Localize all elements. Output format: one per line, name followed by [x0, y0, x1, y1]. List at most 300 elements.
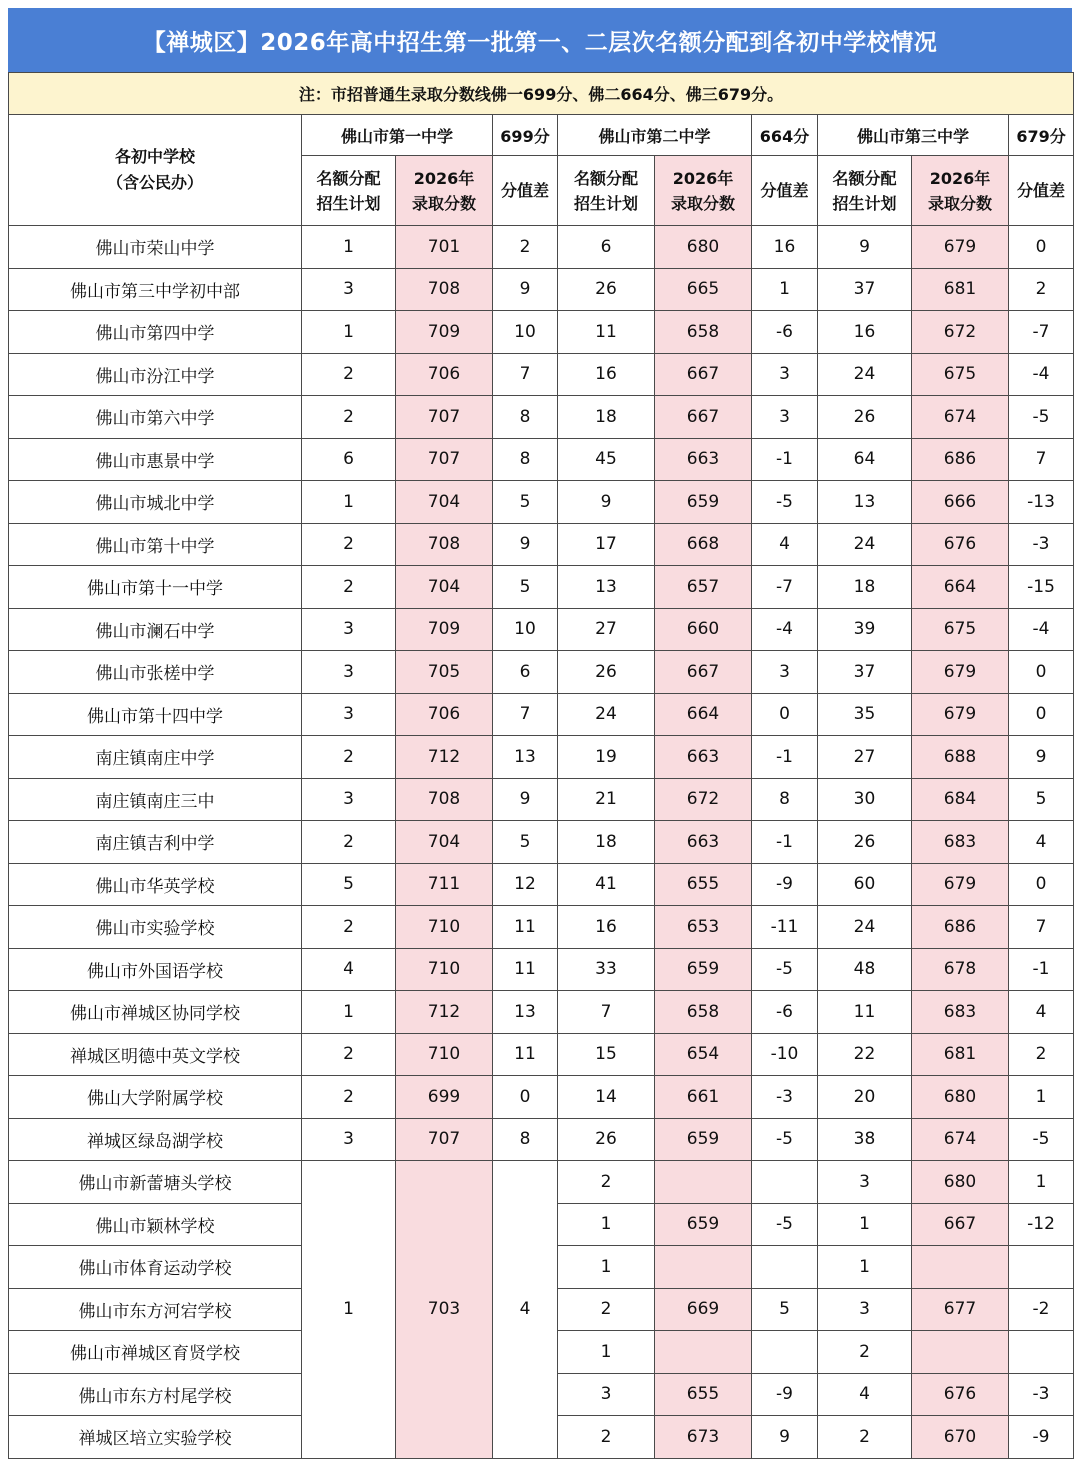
fs2-diff: -3 — [752, 1076, 818, 1119]
school-name: 佛山市城北中学 — [9, 481, 302, 524]
fs2-score: 659 — [655, 1203, 752, 1246]
fs2-score: 659 — [655, 948, 752, 991]
fs2-plan: 17 — [558, 523, 655, 566]
fs2-plan: 2 — [558, 1416, 655, 1459]
group-score-fs2: 664分 — [752, 115, 818, 156]
fs1-plan: 2 — [302, 396, 396, 439]
fs1-score: 707 — [396, 1118, 493, 1161]
fs2-score: 669 — [655, 1288, 752, 1331]
fs1-plan: 3 — [302, 1118, 396, 1161]
fs3-diff — [1009, 1246, 1074, 1289]
subheader-plan: 名额分配 招生计划 — [818, 156, 912, 226]
school-name: 佛山市第六中学 — [9, 396, 302, 439]
table-row — [9, 1033, 1074, 1076]
fs1-diff: 11 — [493, 906, 558, 949]
school-name: 佛山市第十一中学 — [9, 566, 302, 609]
fs2-score — [655, 1331, 752, 1374]
fs1-plan: 6 — [302, 438, 396, 481]
fs1-score: 704 — [396, 481, 493, 524]
fs1-plan: 3 — [302, 778, 396, 821]
fs2-score: 659 — [655, 1118, 752, 1161]
fs3-plan: 37 — [818, 651, 912, 694]
fs2-diff: 1 — [752, 268, 818, 311]
fs2-plan: 16 — [558, 906, 655, 949]
school-name: 佛山市华英学校 — [9, 863, 302, 906]
school-name: 佛山市第十四中学 — [9, 693, 302, 736]
fs1-score: 709 — [396, 608, 493, 651]
fs3-score: 679 — [912, 693, 1009, 736]
fs1-plan: 2 — [302, 821, 396, 864]
fs2-diff: -4 — [752, 608, 818, 651]
fs2-plan: 14 — [558, 1076, 655, 1119]
school-name: 禅城区培立实验学校 — [9, 1416, 302, 1459]
fs1-plan: 5 — [302, 863, 396, 906]
fs1-diff: 9 — [493, 268, 558, 311]
fs1-plan: 1 — [302, 1161, 396, 1459]
fs1-score: 699 — [396, 1076, 493, 1119]
fs2-diff: 3 — [752, 396, 818, 439]
fs2-score: 658 — [655, 311, 752, 354]
school-name: 佛山市禅城区育贤学校 — [9, 1331, 302, 1374]
fs3-plan: 37 — [818, 268, 912, 311]
table-row — [9, 523, 1074, 566]
fs1-plan: 1 — [302, 481, 396, 524]
group-header-fs3: 佛山市第三中学 — [818, 115, 1009, 156]
fs2-score: 655 — [655, 1373, 752, 1416]
fs3-plan: 20 — [818, 1076, 912, 1119]
fs2-plan: 19 — [558, 736, 655, 779]
score-note: 注：市招普通生录取分数线佛一699分、佛二664分、佛三679分。 — [9, 73, 1074, 115]
fs1-diff: 10 — [493, 311, 558, 354]
fs3-plan: 27 — [818, 736, 912, 779]
fs3-plan: 11 — [818, 991, 912, 1034]
school-name: 佛山市实验学校 — [9, 906, 302, 949]
fs3-score: 680 — [912, 1161, 1009, 1204]
fs2-plan: 27 — [558, 608, 655, 651]
fs3-plan: 38 — [818, 1118, 912, 1161]
fs3-diff: -12 — [1009, 1203, 1074, 1246]
fs2-diff: -10 — [752, 1033, 818, 1076]
fs1-diff: 6 — [493, 651, 558, 694]
fs1-diff: 11 — [493, 948, 558, 991]
fs3-score: 670 — [912, 1416, 1009, 1459]
school-name: 佛山市第四中学 — [9, 311, 302, 354]
subheader-score: 2026年 录取分数 — [912, 156, 1009, 226]
fs2-plan: 1 — [558, 1203, 655, 1246]
fs3-plan: 2 — [818, 1331, 912, 1374]
fs2-score: 655 — [655, 863, 752, 906]
school-name: 禅城区明德中英文学校 — [9, 1033, 302, 1076]
fs1-plan: 3 — [302, 693, 396, 736]
fs2-plan: 13 — [558, 566, 655, 609]
fs1-score: 706 — [396, 353, 493, 396]
fs1-plan: 4 — [302, 948, 396, 991]
fs1-score: 712 — [396, 736, 493, 779]
fs1-score: 710 — [396, 906, 493, 949]
fs3-diff — [1009, 1331, 1074, 1374]
fs1-plan: 1 — [302, 226, 396, 269]
fs3-plan: 24 — [818, 523, 912, 566]
subheader-plan: 名额分配 招生计划 — [302, 156, 396, 226]
subheader-diff: 分值差 — [1009, 156, 1074, 226]
fs3-plan: 3 — [818, 1288, 912, 1331]
fs2-plan: 15 — [558, 1033, 655, 1076]
fs3-score: 679 — [912, 863, 1009, 906]
fs1-score: 701 — [396, 226, 493, 269]
fs2-diff: -6 — [752, 311, 818, 354]
fs2-diff: 8 — [752, 778, 818, 821]
fs3-plan: 24 — [818, 353, 912, 396]
fs3-diff: -5 — [1009, 396, 1074, 439]
fs2-score: 668 — [655, 523, 752, 566]
fs3-plan: 2 — [818, 1416, 912, 1459]
subheader-score: 2026年 录取分数 — [396, 156, 493, 226]
fs2-plan: 9 — [558, 481, 655, 524]
fs1-plan: 2 — [302, 1076, 396, 1119]
fs2-score: 660 — [655, 608, 752, 651]
fs3-plan: 1 — [818, 1203, 912, 1246]
group-header-fs1: 佛山市第一中学 — [302, 115, 493, 156]
fs3-diff: 1 — [1009, 1161, 1074, 1204]
fs1-score: 708 — [396, 778, 493, 821]
table-row — [9, 353, 1074, 396]
page-title: 【禅城区】2026年高中招生第一批第一、二层次名额分配到各初中学校情况 — [8, 8, 1072, 72]
school-name: 南庄镇南庄中学 — [9, 736, 302, 779]
fs3-score: 683 — [912, 991, 1009, 1034]
fs2-diff: -1 — [752, 438, 818, 481]
fs2-diff: 9 — [752, 1416, 818, 1459]
table-row — [9, 396, 1074, 439]
fs3-score: 686 — [912, 906, 1009, 949]
fs3-score: 680 — [912, 1076, 1009, 1119]
fs3-score: 683 — [912, 821, 1009, 864]
table-row — [9, 311, 1074, 354]
fs3-diff: 2 — [1009, 1033, 1074, 1076]
fs2-diff: -9 — [752, 863, 818, 906]
fs1-diff: 5 — [493, 566, 558, 609]
fs3-diff: -5 — [1009, 1118, 1074, 1161]
fs1-diff: 9 — [493, 523, 558, 566]
fs3-score: 666 — [912, 481, 1009, 524]
fs2-diff — [752, 1246, 818, 1289]
school-name: 佛山市第十中学 — [9, 523, 302, 566]
fs2-plan: 26 — [558, 268, 655, 311]
fs3-diff: -4 — [1009, 608, 1074, 651]
fs2-plan: 33 — [558, 948, 655, 991]
fs3-plan: 48 — [818, 948, 912, 991]
school-name: 佛山市第三中学初中部 — [9, 268, 302, 311]
fs2-diff: -9 — [752, 1373, 818, 1416]
fs3-diff: -3 — [1009, 523, 1074, 566]
table-row — [9, 906, 1074, 949]
fs3-diff: -15 — [1009, 566, 1074, 609]
fs3-plan: 1 — [818, 1246, 912, 1289]
fs2-score: 661 — [655, 1076, 752, 1119]
fs3-score: 677 — [912, 1288, 1009, 1331]
group-score-fs1: 699分 — [493, 115, 558, 156]
table-row — [9, 566, 1074, 609]
fs2-diff: 16 — [752, 226, 818, 269]
fs2-diff: -6 — [752, 991, 818, 1034]
fs2-diff: -7 — [752, 566, 818, 609]
fs3-plan: 39 — [818, 608, 912, 651]
fs1-score: 704 — [396, 566, 493, 609]
school-column-header: 各初中学校 （含公民办） — [9, 115, 302, 226]
fs2-score: 663 — [655, 438, 752, 481]
subheader-plan: 名额分配 招生计划 — [558, 156, 655, 226]
fs2-score: 658 — [655, 991, 752, 1034]
fs1-diff: 13 — [493, 991, 558, 1034]
school-name: 佛山市新蕾塘头学校 — [9, 1161, 302, 1204]
fs3-diff: -3 — [1009, 1373, 1074, 1416]
fs1-diff: 13 — [493, 736, 558, 779]
fs1-diff: 2 — [493, 226, 558, 269]
fs1-score: 709 — [396, 311, 493, 354]
fs3-score: 684 — [912, 778, 1009, 821]
table-row — [9, 693, 1074, 736]
table-row — [9, 778, 1074, 821]
fs3-score: 676 — [912, 523, 1009, 566]
fs3-score: 679 — [912, 226, 1009, 269]
fs1-diff: 8 — [493, 1118, 558, 1161]
fs2-score — [655, 1161, 752, 1204]
fs2-score: 664 — [655, 693, 752, 736]
fs2-diff: 3 — [752, 651, 818, 694]
fs3-score: 679 — [912, 651, 1009, 694]
fs2-diff: 5 — [752, 1288, 818, 1331]
fs2-plan: 24 — [558, 693, 655, 736]
fs3-diff: 0 — [1009, 693, 1074, 736]
fs3-score: 676 — [912, 1373, 1009, 1416]
fs2-score: 659 — [655, 481, 752, 524]
fs1-plan: 1 — [302, 991, 396, 1034]
fs3-score: 678 — [912, 948, 1009, 991]
table-row — [9, 948, 1074, 991]
fs3-score: 686 — [912, 438, 1009, 481]
fs2-score: 663 — [655, 821, 752, 864]
fs2-score: 667 — [655, 396, 752, 439]
fs3-plan: 30 — [818, 778, 912, 821]
table-row — [9, 736, 1074, 779]
fs3-score: 675 — [912, 608, 1009, 651]
fs3-diff: -9 — [1009, 1416, 1074, 1459]
fs3-diff: -7 — [1009, 311, 1074, 354]
fs2-score: 665 — [655, 268, 752, 311]
fs2-score: 680 — [655, 226, 752, 269]
table-row — [9, 226, 1074, 269]
subheader-diff: 分值差 — [752, 156, 818, 226]
table-row — [9, 1118, 1074, 1161]
school-name: 佛山市张槎中学 — [9, 651, 302, 694]
fs1-plan: 3 — [302, 651, 396, 694]
table-row — [9, 991, 1074, 1034]
fs1-diff: 0 — [493, 1076, 558, 1119]
fs2-diff: -11 — [752, 906, 818, 949]
fs3-diff: 9 — [1009, 736, 1074, 779]
table-row — [9, 1076, 1074, 1119]
fs3-plan: 18 — [818, 566, 912, 609]
fs2-plan: 2 — [558, 1161, 655, 1204]
fs2-score: 667 — [655, 353, 752, 396]
group-header-fs2: 佛山市第二中学 — [558, 115, 752, 156]
fs3-plan: 16 — [818, 311, 912, 354]
fs3-diff: 5 — [1009, 778, 1074, 821]
fs2-diff: -5 — [752, 948, 818, 991]
fs2-score: 672 — [655, 778, 752, 821]
fs3-score: 681 — [912, 268, 1009, 311]
school-name: 佛山市荣山中学 — [9, 226, 302, 269]
fs1-diff: 7 — [493, 353, 558, 396]
fs3-diff: -2 — [1009, 1288, 1074, 1331]
fs2-plan: 6 — [558, 226, 655, 269]
fs1-score: 705 — [396, 651, 493, 694]
fs3-diff: 0 — [1009, 651, 1074, 694]
fs2-plan: 1 — [558, 1246, 655, 1289]
fs2-score: 663 — [655, 736, 752, 779]
fs1-score: 708 — [396, 268, 493, 311]
fs1-plan: 3 — [302, 268, 396, 311]
fs3-diff: 0 — [1009, 863, 1074, 906]
fs1-plan: 2 — [302, 906, 396, 949]
fs2-diff: -5 — [752, 1118, 818, 1161]
fs2-plan: 11 — [558, 311, 655, 354]
fs2-score: 654 — [655, 1033, 752, 1076]
quota-table — [8, 72, 1074, 1459]
table-row — [9, 651, 1074, 694]
fs1-plan: 1 — [302, 311, 396, 354]
school-name: 佛山市澜石中学 — [9, 608, 302, 651]
fs1-diff: 12 — [493, 863, 558, 906]
fs3-diff: 4 — [1009, 821, 1074, 864]
school-name: 佛山市惠景中学 — [9, 438, 302, 481]
school-name: 佛山市禅城区协同学校 — [9, 991, 302, 1034]
fs2-diff — [752, 1161, 818, 1204]
fs2-plan: 18 — [558, 821, 655, 864]
fs1-diff: 4 — [493, 1161, 558, 1459]
fs2-diff: 3 — [752, 353, 818, 396]
subheader-diff: 分值差 — [493, 156, 558, 226]
fs2-diff: 4 — [752, 523, 818, 566]
fs2-diff: -5 — [752, 481, 818, 524]
fs3-score — [912, 1331, 1009, 1374]
fs1-diff: 9 — [493, 778, 558, 821]
fs3-plan: 60 — [818, 863, 912, 906]
fs1-score: 712 — [396, 991, 493, 1034]
fs3-plan: 24 — [818, 906, 912, 949]
fs1-score: 711 — [396, 863, 493, 906]
fs1-score: 710 — [396, 948, 493, 991]
fs3-diff: 1 — [1009, 1076, 1074, 1119]
fs3-plan: 9 — [818, 226, 912, 269]
fs1-score: 707 — [396, 438, 493, 481]
fs3-score: 688 — [912, 736, 1009, 779]
fs2-diff: -1 — [752, 821, 818, 864]
fs2-score — [655, 1246, 752, 1289]
table-row — [9, 268, 1074, 311]
fs1-diff: 11 — [493, 1033, 558, 1076]
table-row — [9, 821, 1074, 864]
school-name: 佛山市颖林学校 — [9, 1203, 302, 1246]
fs1-score: 707 — [396, 396, 493, 439]
fs3-plan: 4 — [818, 1373, 912, 1416]
school-name: 禅城区绿岛湖学校 — [9, 1118, 302, 1161]
fs1-diff: 10 — [493, 608, 558, 651]
fs2-diff: 0 — [752, 693, 818, 736]
fs3-plan: 22 — [818, 1033, 912, 1076]
fs1-score: 708 — [396, 523, 493, 566]
fs3-diff: -1 — [1009, 948, 1074, 991]
fs2-plan: 3 — [558, 1373, 655, 1416]
fs3-diff: -13 — [1009, 481, 1074, 524]
fs3-diff: 7 — [1009, 438, 1074, 481]
fs1-score: 706 — [396, 693, 493, 736]
fs1-score: 703 — [396, 1161, 493, 1459]
fs1-diff: 5 — [493, 481, 558, 524]
fs3-score: 681 — [912, 1033, 1009, 1076]
fs1-plan: 2 — [302, 736, 396, 779]
fs2-plan: 26 — [558, 1118, 655, 1161]
fs3-diff: 7 — [1009, 906, 1074, 949]
fs3-plan: 3 — [818, 1161, 912, 1204]
table-row — [9, 1161, 1074, 1204]
school-name: 佛山大学附属学校 — [9, 1076, 302, 1119]
fs3-plan: 13 — [818, 481, 912, 524]
fs3-diff: 2 — [1009, 268, 1074, 311]
fs3-score: 664 — [912, 566, 1009, 609]
fs3-score: 667 — [912, 1203, 1009, 1246]
school-name: 佛山市东方村尾学校 — [9, 1373, 302, 1416]
fs2-plan: 7 — [558, 991, 655, 1034]
fs2-score: 673 — [655, 1416, 752, 1459]
table-row — [9, 438, 1074, 481]
fs3-diff: -4 — [1009, 353, 1074, 396]
fs2-plan: 41 — [558, 863, 655, 906]
fs2-plan: 16 — [558, 353, 655, 396]
fs3-plan: 26 — [818, 396, 912, 439]
school-name: 佛山市东方河宕学校 — [9, 1288, 302, 1331]
fs1-plan: 2 — [302, 353, 396, 396]
fs3-diff: 4 — [1009, 991, 1074, 1034]
school-name: 佛山市体育运动学校 — [9, 1246, 302, 1289]
fs3-score — [912, 1246, 1009, 1289]
table-row — [9, 608, 1074, 651]
fs2-plan: 1 — [558, 1331, 655, 1374]
fs1-diff: 8 — [493, 396, 558, 439]
fs1-plan: 2 — [302, 523, 396, 566]
fs1-plan: 3 — [302, 608, 396, 651]
fs1-diff: 5 — [493, 821, 558, 864]
fs1-diff: 8 — [493, 438, 558, 481]
fs3-score: 672 — [912, 311, 1009, 354]
fs2-plan: 18 — [558, 396, 655, 439]
fs2-diff: -5 — [752, 1203, 818, 1246]
fs1-plan: 2 — [302, 1033, 396, 1076]
subheader-score: 2026年 录取分数 — [655, 156, 752, 226]
fs3-plan: 64 — [818, 438, 912, 481]
fs3-score: 674 — [912, 1118, 1009, 1161]
fs3-score: 675 — [912, 353, 1009, 396]
fs2-diff — [752, 1331, 818, 1374]
fs2-score: 653 — [655, 906, 752, 949]
table-row — [9, 863, 1074, 906]
fs2-diff: -1 — [752, 736, 818, 779]
school-name: 南庄镇吉利中学 — [9, 821, 302, 864]
fs2-plan: 45 — [558, 438, 655, 481]
fs2-plan: 21 — [558, 778, 655, 821]
school-name: 佛山市外国语学校 — [9, 948, 302, 991]
fs1-score: 704 — [396, 821, 493, 864]
fs1-score: 710 — [396, 1033, 493, 1076]
